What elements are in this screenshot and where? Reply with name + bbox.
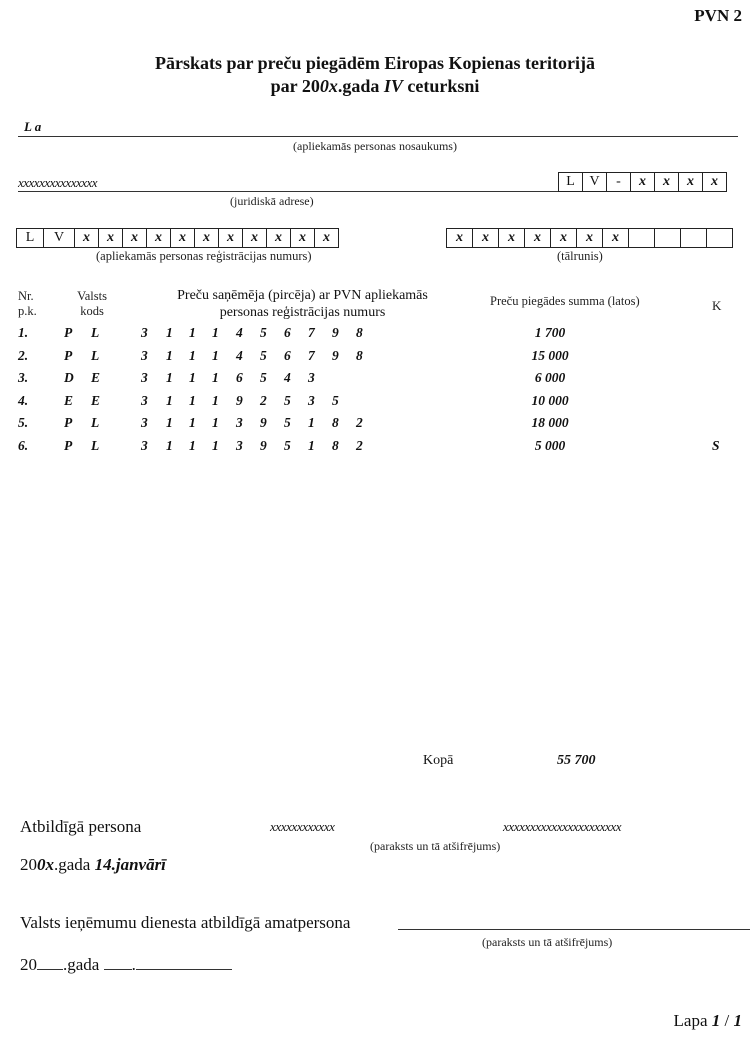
row-reg-digit: 9	[260, 415, 267, 430]
row-reg-digit: 1	[308, 415, 315, 430]
row-reg-digit: 2	[356, 415, 363, 430]
postal-box: x	[702, 173, 726, 191]
official-label: Valsts ieņēmumu dienesta atbildīgā amatpersona	[20, 913, 351, 932]
reg-box: x	[266, 229, 290, 247]
row-reg-digit: 9	[332, 325, 339, 340]
row-reg-digit: 1	[166, 438, 173, 453]
row-country-2: L	[91, 438, 100, 453]
row-reg-digit: 1	[212, 415, 219, 430]
taxpayer-name-value: L a	[24, 119, 42, 134]
row-reg-digit: 8	[332, 438, 339, 453]
row-country-1: P	[64, 438, 73, 453]
row-reg-digit: 1	[189, 325, 196, 340]
responsible-date: 200x.gada 14.janvārī	[20, 855, 166, 874]
row-reg-digit: 3	[141, 348, 148, 363]
col-header-k: K	[712, 298, 722, 313]
phone-box: x	[524, 229, 550, 247]
row-reg-digit: 1	[166, 415, 173, 430]
official-year-blank[interactable]	[37, 969, 63, 970]
row-reg-digit: 1	[189, 438, 196, 453]
row-reg-digit: 6	[284, 325, 291, 340]
row-reg-digit: 5	[260, 325, 267, 340]
responsible-date-value: 14.janvārī	[94, 855, 166, 874]
row-reg-digit: 3	[141, 325, 148, 340]
reg-box: L	[25, 230, 35, 245]
table-row	[0, 415, 750, 435]
phone-box	[680, 229, 706, 247]
row-reg-digit: 9	[236, 393, 243, 408]
row-reg-digit: 4	[284, 370, 291, 385]
reg-box: x	[170, 229, 194, 247]
row-country-1: D	[64, 370, 74, 385]
phone-box: x	[472, 229, 498, 247]
year-placeholder: 0x	[319, 76, 338, 96]
taxpayer-name-caption: (apliekamās personas nosaukums)	[293, 139, 457, 153]
row-reg-digit: 8	[356, 325, 363, 340]
row-reg-digit: 7	[308, 348, 315, 363]
responsible-signature-name[interactable]: xxxxxxxxxxxxxxxxxxxxxx	[503, 819, 622, 834]
page-subtitle: par 200x.gada IV ceturksni	[270, 76, 480, 96]
reg-box: x	[194, 229, 218, 247]
official-signature-caption: (paraksts un tā atšifrējums)	[482, 935, 613, 949]
postal-box: x	[654, 173, 678, 191]
row-reg-digit: 1	[212, 348, 219, 363]
reg-number-caption: (apliekamās personas reģistrācijas numurs)	[96, 249, 312, 263]
taxpayer-name-field[interactable]	[18, 118, 738, 137]
row-amount: 18 000	[531, 415, 569, 430]
phone-boxes[interactable]	[446, 228, 733, 248]
phone-box: x	[602, 229, 628, 247]
responsible-signature[interactable]: xxxxxxxxxxxx	[270, 819, 335, 834]
postal-box: x	[678, 173, 702, 191]
row-reg-digit: 1	[308, 438, 315, 453]
reg-box: x	[98, 229, 122, 247]
postal-code-boxes[interactable]	[558, 172, 727, 192]
row-reg-digit: 9	[332, 348, 339, 363]
row-country-1: P	[64, 325, 73, 340]
row-reg-digit: 1	[166, 325, 173, 340]
row-reg-digit: 1	[166, 370, 173, 385]
row-reg-digit: 3	[141, 438, 148, 453]
row-reg-digit: 8	[356, 348, 363, 363]
col-header-recipient: Preču saņēmēja (pircēja) ar PVN apliekamās personas reģistrācijas numurs	[177, 288, 428, 320]
postal-box: L	[566, 174, 575, 189]
row-amount: 5 000	[534, 438, 566, 453]
address-value: xxxxxxxxxxxxxxx	[18, 175, 98, 190]
reg-box: x	[74, 229, 98, 247]
row-reg-digit: 3	[308, 393, 315, 408]
row-country-2: L	[91, 415, 100, 430]
phone-box	[628, 229, 654, 247]
row-nr: 6.	[18, 438, 29, 453]
reg-box: x	[122, 229, 146, 247]
postal-box: -	[606, 173, 630, 191]
table-row	[0, 438, 750, 458]
row-reg-digit: 7	[308, 325, 315, 340]
row-reg-digit: 5	[284, 415, 291, 430]
phone-box: x	[456, 230, 463, 245]
row-reg-digit: 5	[284, 393, 291, 408]
official-signature-line[interactable]	[398, 929, 750, 930]
row-country-1: E	[64, 393, 74, 408]
row-reg-digit: 5	[260, 370, 267, 385]
row-reg-digit: 5	[260, 348, 267, 363]
official-month-blank[interactable]	[136, 969, 232, 970]
table-row	[0, 370, 750, 390]
official-day-blank[interactable]	[104, 969, 132, 970]
row-reg-digit: 2	[356, 438, 363, 453]
row-nr: 1.	[18, 325, 29, 340]
reg-box: x	[242, 229, 266, 247]
row-reg-digit: 5	[284, 438, 291, 453]
row-amount: 15 000	[531, 348, 569, 363]
reg-box: x	[314, 229, 338, 247]
row-reg-digit: 3	[308, 370, 315, 385]
phone-caption: (tālrunis)	[557, 249, 603, 263]
page-title: Pārskats par preču piegādēm Eiropas Kopienas teritorijā	[155, 53, 595, 73]
row-amount: 10 000	[531, 393, 569, 408]
row-country-2: L	[91, 325, 100, 340]
address-field[interactable]	[18, 174, 558, 192]
row-country-1: P	[64, 348, 73, 363]
reg-box: x	[290, 229, 314, 247]
reg-box: x	[218, 229, 242, 247]
row-reg-digit: 5	[332, 393, 339, 408]
row-reg-digit: 6	[284, 348, 291, 363]
total-label: Kopā	[423, 753, 454, 768]
col-header-nr: Nr. p.k.	[18, 289, 37, 318]
row-nr: 2.	[18, 348, 29, 363]
reg-box: x	[146, 229, 170, 247]
reg-number-boxes[interactable]	[16, 228, 339, 248]
address-caption: (juridiskā adrese)	[230, 194, 314, 208]
row-country-2: E	[91, 370, 101, 385]
row-reg-digit: 1	[189, 348, 196, 363]
row-reg-digit: 3	[141, 415, 148, 430]
row-reg-digit: 1	[212, 393, 219, 408]
row-country-1: P	[64, 415, 73, 430]
phone-box: x	[498, 229, 524, 247]
form-code: PVN 2	[694, 6, 742, 25]
quarter: IV	[383, 76, 403, 96]
row-reg-digit: 3	[141, 370, 148, 385]
reg-box: V	[43, 229, 74, 247]
responsible-label: Atbildīgā persona	[20, 817, 142, 836]
row-reg-digit: 3	[236, 415, 243, 430]
row-reg-digit: 3	[236, 438, 243, 453]
row-country-2: L	[91, 348, 100, 363]
page-indicator: Lapa 1 / 1	[673, 1011, 742, 1030]
row-reg-digit: 1	[189, 415, 196, 430]
col-header-amount: Preču piegādes summa (latos)	[490, 294, 640, 308]
phone-box: x	[550, 229, 576, 247]
row-reg-digit: 9	[260, 438, 267, 453]
total-value: 55 700	[557, 753, 596, 768]
row-reg-digit: 1	[189, 370, 196, 385]
table-row	[0, 348, 750, 368]
row-reg-digit: 1	[166, 393, 173, 408]
row-reg-digit: 2	[260, 393, 267, 408]
row-amount: 6 000	[534, 370, 566, 385]
row-nr: 4.	[18, 393, 29, 408]
row-reg-digit: 1	[212, 370, 219, 385]
page-total: 1	[733, 1011, 742, 1030]
row-reg-digit: 4	[236, 325, 243, 340]
row-country-2: E	[91, 393, 101, 408]
row-reg-digit: 1	[166, 348, 173, 363]
phone-box	[706, 229, 732, 247]
responsible-signature-caption: (paraksts un tā atšifrējums)	[370, 839, 501, 853]
page-current: 1	[711, 1011, 721, 1030]
row-reg-digit: 1	[212, 325, 219, 340]
row-reg-digit: 4	[236, 348, 243, 363]
phone-box	[654, 229, 680, 247]
col-header-country: Valsts kods	[77, 289, 107, 318]
row-k: S	[712, 438, 720, 453]
row-reg-digit: 6	[236, 370, 243, 385]
row-reg-digit: 1	[189, 393, 196, 408]
row-reg-digit: 1	[212, 438, 219, 453]
row-nr: 3.	[18, 370, 29, 385]
row-nr: 5.	[18, 415, 29, 430]
table-row	[0, 393, 750, 413]
postal-box: V	[582, 173, 606, 191]
phone-box: x	[576, 229, 602, 247]
official-date: 20 .gada .	[20, 955, 232, 975]
row-amount: 1 700	[534, 325, 566, 340]
table-row	[0, 325, 750, 345]
row-reg-digit: 3	[141, 393, 148, 408]
row-reg-digit: 8	[332, 415, 339, 430]
postal-box: x	[630, 173, 654, 191]
